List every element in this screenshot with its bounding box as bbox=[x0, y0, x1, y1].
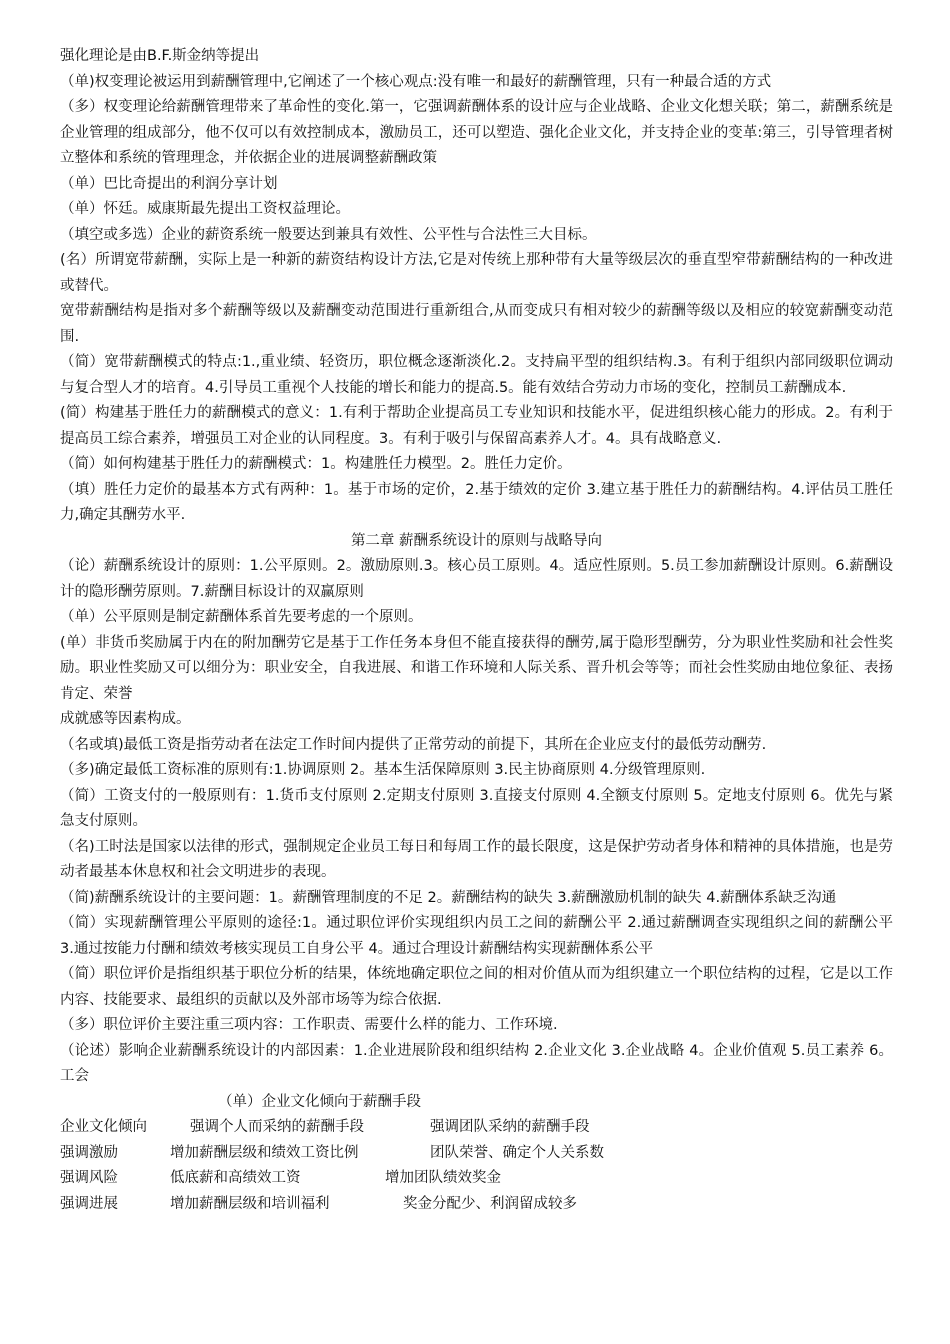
paragraph: （单）怀廷。威康斯最先提出工资权益理论。 bbox=[60, 201, 350, 217]
table-header-cell: 强调团队采纳的薪酬手段 bbox=[430, 1119, 590, 1135]
paragraph: 成就感等因素构成。 bbox=[60, 711, 191, 727]
table-cell: 低底薪和高绩效工资 bbox=[170, 1170, 301, 1186]
paragraph: 宽带薪酬结构是指对多个薪酬等级以及薪酬变动范围进行重新组合,从而变成只有相对较少的薪酬等级以及相应的较宽薪酬变动范围. bbox=[60, 303, 893, 345]
table-row bbox=[60, 1141, 893, 1167]
paragraph: (名）所谓宽带薪酬，实际上是一种新的薪资结构设计方法,它是对传统上那种带有大量等级层次的垂直型窄带薪酬结构的一种改进或替代。 bbox=[60, 252, 893, 294]
table-cell: 增加薪酬层级和培训福利 bbox=[170, 1195, 330, 1212]
paragraph: （单)权变理论被运用到薪酬管理中,它阐述了一个核心观点:没有唯一和最好的薪酬管理，只有一种最合适的方式 bbox=[60, 73, 772, 90]
paragraph: （单）巴比奇提出的利润分享计划 bbox=[60, 175, 278, 192]
paragraph: （名)工时法是国家以法律的形式，强制规定企业员工每日和每周工作的最长限度，这是保护劳动者身体和精神的具体措施，也是劳动者最基本休息权和社会文明进步的表现。 bbox=[60, 838, 893, 880]
paragraph: （简）工资支付的一般原则有：1.货币支付原则 2.定期支付原则 3.直接支付原则 4.全额支付原则 5。定地支付原则 6。优先与紧急支付原则。 bbox=[60, 787, 893, 829]
table-header-cell: 强调个人而采纳的薪酬手段 bbox=[190, 1119, 364, 1135]
table-header-cell: 企业文化倾向 bbox=[60, 1119, 147, 1135]
paragraph: （简）宽带薪酬模式的特点:1.,重业绩、轻资历，职位概念逐渐淡化.2。支持扁平型的组织结构.3。有利于组织内部同级职位调动与复合型人才的培育。4.引导员工重视个人技能的增长和能力的提高.5。能有效结合劳动力市场的变化，控制员工薪酬成本. bbox=[60, 354, 893, 396]
table-header-row bbox=[60, 1115, 893, 1141]
paragraph: （多）职位评价主要注重三项内容：工作职责、需要什么样的能力、工作环境. bbox=[60, 1017, 558, 1033]
paragraph: （多）权变理论给薪酬管理带来了革命性的变化.第一，它强调薪酬体系的设计应与企业战略、企业文化想关联；第二，薪酬系统是企业管理的组成部分，他不仅可以有效控制成本，激励员工，还可以塑造、强化企业文化，并支持企业的变革:第三，引导管理者树立整体和系统的管理理念，并依据企业的进展调整薪酬政策 bbox=[60, 99, 893, 166]
paragraph: （名或填)最低工资是指劳动者在法定工作时间内提供了正常劳动的前提下，其所在企业应支付的最低劳动酬劳. bbox=[60, 736, 767, 753]
table-caption: （单）企业文化倾向于薪酬手段 bbox=[218, 1093, 421, 1110]
table-row bbox=[60, 1166, 893, 1192]
paragraph: (单）非货币奖励属于内在的附加酬劳它是基于工作任务本身但不能直接获得的酬劳,属于隐形型酬劳，分为职业性奖励和社会性奖励。职业性奖励又可以细分为：职业安全，自我进展、和谐工作环境和人际关系、晋升机会等等；而社会性奖励由地位象征、表扬肯定、荣誉 bbox=[60, 634, 893, 702]
table-cell: 强调进展 bbox=[60, 1195, 118, 1212]
chapter-title: 第二章 薪酬系统设计的原则与战略导向 bbox=[350, 532, 603, 549]
table-cell: 强调激励 bbox=[60, 1144, 118, 1161]
paragraph: （简）职位评价是指组织基于职位分析的结果，体统地确定职位之间的相对价值从而为组织建立一个职位结构的过程，它是以工作内容、技能要求、最组织的贡献以及外部市场等为综合依据. bbox=[60, 966, 893, 1008]
table-cell: 奖金分配少、利润留成较多 bbox=[403, 1195, 577, 1212]
paragraph: （论）薪酬系统设计的原则：1.公平原则。2。激励原则.3。核心员工原则。4。适应性原则。5.员工参加薪酬设计原则。6.薪酬设计的隐形酬劳原则。7.薪酬目标设计的双赢原则 bbox=[60, 558, 893, 600]
paragraph: （论述）影响企业薪酬系统设计的内部因素：1.企业进展阶段和组织结构 2.企业文化 3.企业战略 4。企业价值观 5.员工素养 6。工会 bbox=[60, 1042, 893, 1084]
table-row bbox=[60, 1192, 893, 1218]
table-cell: 强调风险 bbox=[60, 1170, 118, 1186]
paragraph: （简)薪酬系统设计的主要问题：1。薪酬管理制度的不足 2。薪酬结构的缺失 3.薪酬激励机制的缺失 4.薪酬体系缺乏沟通 bbox=[60, 889, 837, 906]
paragraph: （填空或多选）企业的薪资系统一般要达到兼具有效性、公平性与合法性三大目标。 bbox=[60, 226, 597, 243]
paragraph: （填）胜任力定价的最基本方式有两种：1。基于市场的定价，2.基于绩效的定价 3.建立基于胜任力的薪酬结构。4.评估员工胜任力,确定其酬劳水平. bbox=[60, 481, 893, 523]
table-cell: 团队荣誉、确定个人关系数 bbox=[430, 1144, 604, 1161]
table-cell: 增加团队绩效奖金 bbox=[385, 1170, 501, 1186]
paragraph: （多)确定最低工资标准的原则有:1.协调原则 2。基本生活保障原则 3.民主协商原则 4.分级管理原则. bbox=[60, 762, 706, 778]
paragraph: (简）构建基于胜任力的薪酬模式的意义：1.有利于帮助企业提高员工专业知识和技能水平，促进组织核心能力的形成。2。有利于提高员工综合素养，增强员工对企业的认同程度。3。有利于吸引与保留高素养人才。4。具有战略意义. bbox=[60, 405, 893, 447]
paragraph: （简）实现薪酬管理公平原则的途径:1。通过职位评价实现组织内员工之间的薪酬公平 2.通过薪酬调查实现组织之间的薪酬公平 3.通过按能力付酬和绩效考核实现员工自身公平 4。通过合理设计薪酬结构实现薪酬体系公平 bbox=[60, 915, 893, 957]
paragraph: （单）公平原则是制定薪酬体系首先要考虑的一个原则。 bbox=[60, 609, 423, 625]
paragraph: 强化理论是由B.F.斯金纳等提出 bbox=[60, 48, 260, 64]
paragraph: （简）如何构建基于胜任力的薪酬模式：1。构建胜任力模型。2。胜任力定价。 bbox=[60, 456, 572, 472]
table-cell: 增加薪酬层级和绩效工资比例 bbox=[170, 1144, 359, 1161]
document-page bbox=[60, 44, 893, 1217]
